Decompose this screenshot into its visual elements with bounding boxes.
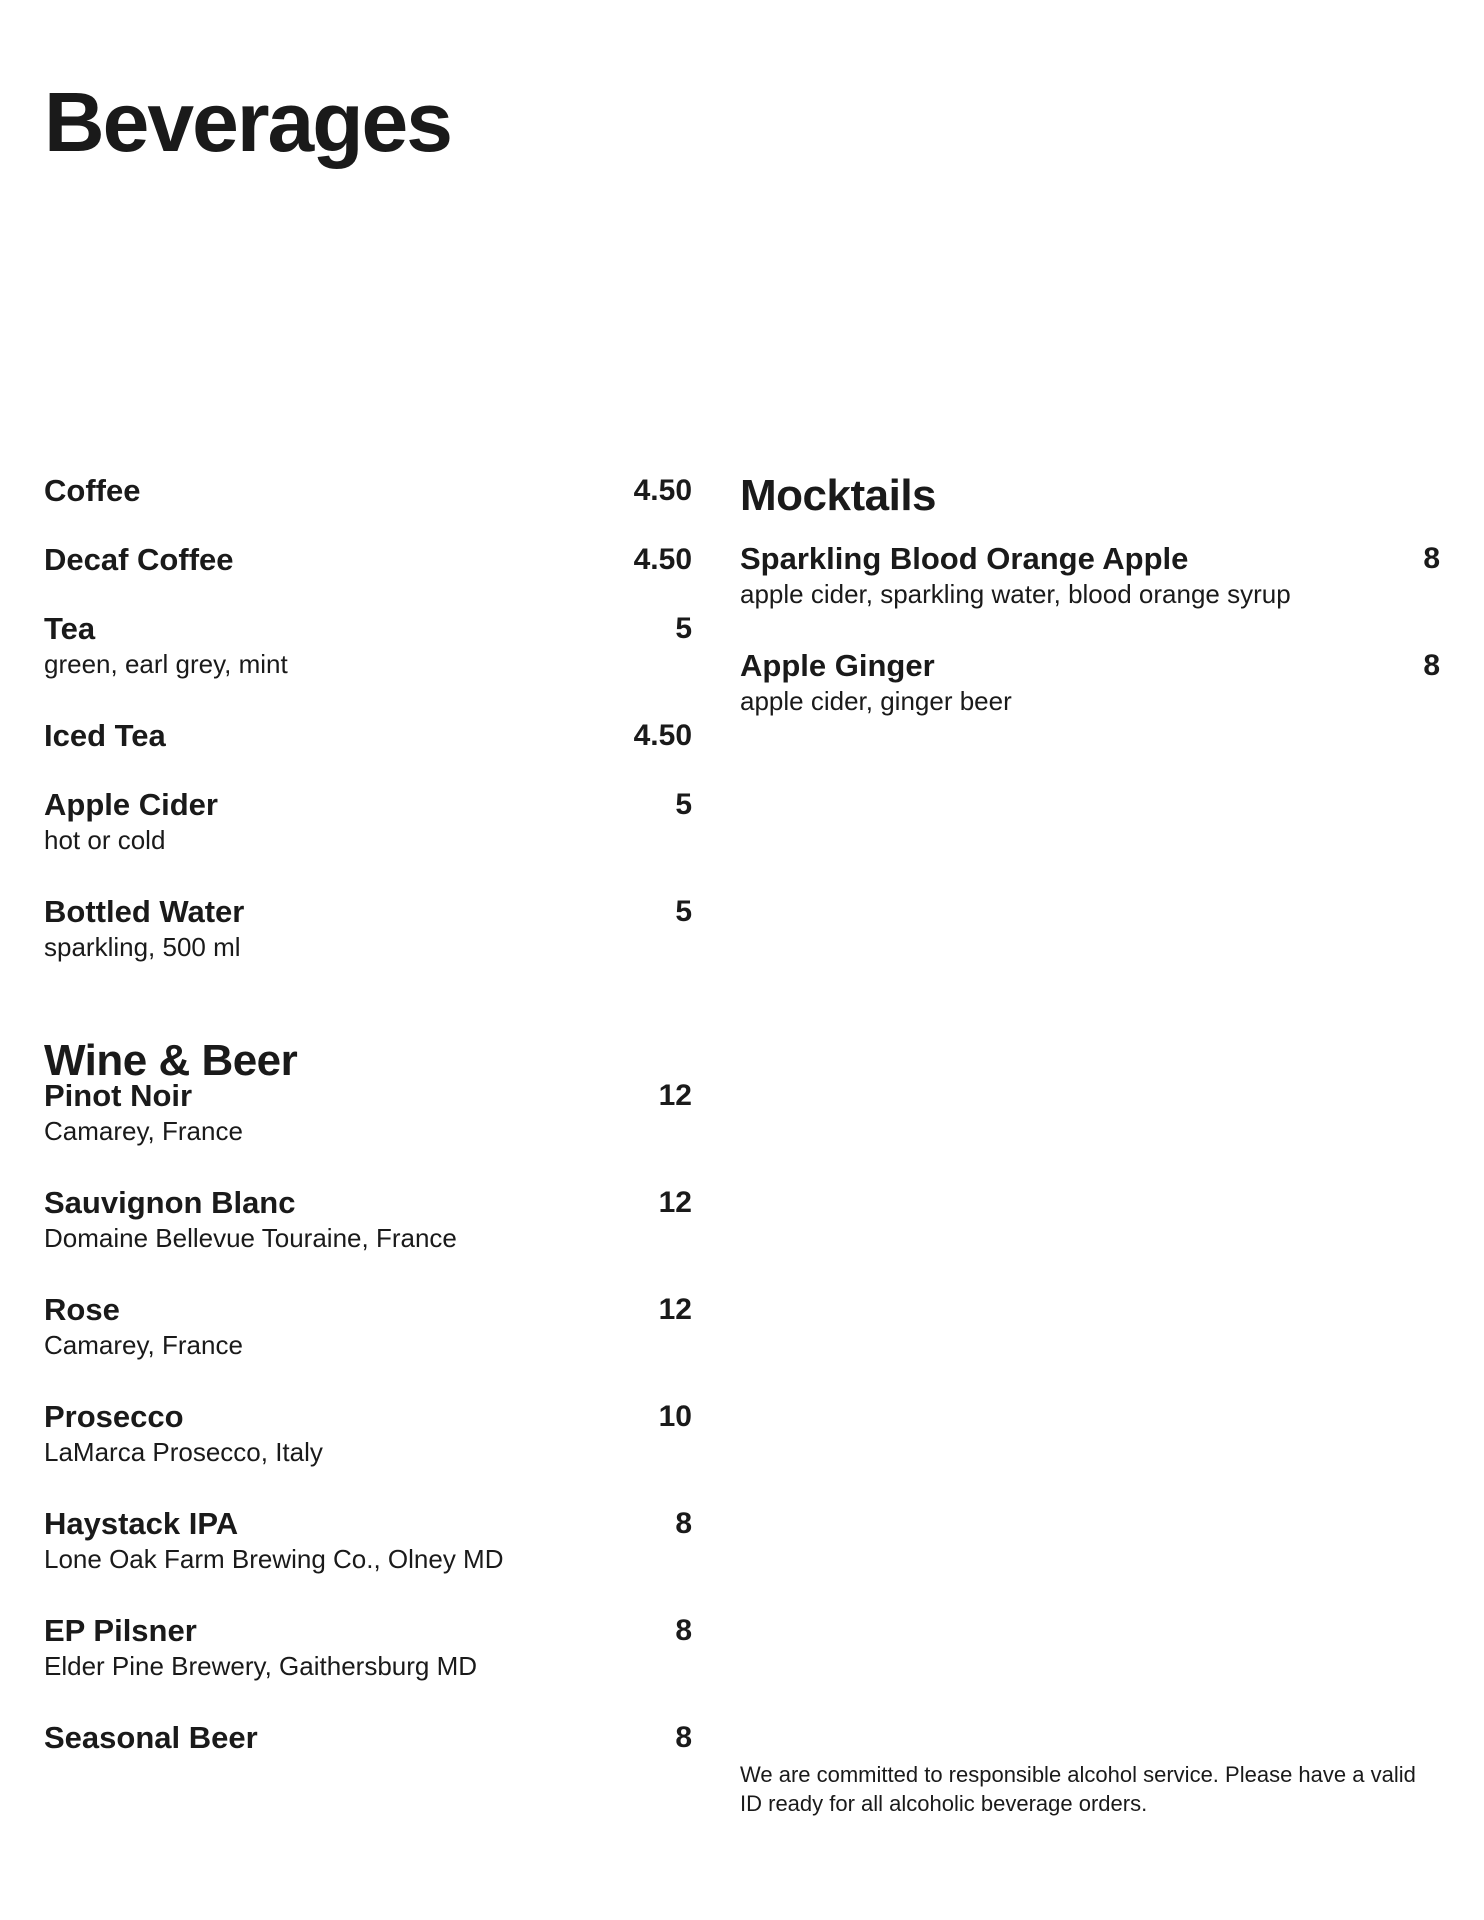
- item-description: hot or cold: [44, 825, 166, 855]
- item-price: 8: [675, 1721, 692, 1754]
- item-name: Apple Cider: [44, 787, 218, 822]
- menu-item-iced-tea: [44, 717, 692, 755]
- item-description: apple cider, ginger beer: [740, 686, 1012, 716]
- menu-item-decaf-coffee: [44, 541, 692, 579]
- item-name: Haystack IPA: [44, 1506, 239, 1541]
- item-price: 8: [1423, 542, 1440, 575]
- item-price: 8: [675, 1614, 692, 1647]
- item-description: Camarey, France: [44, 1330, 243, 1360]
- item-price: 8: [675, 1507, 692, 1540]
- item-description: LaMarca Prosecco, Italy: [44, 1437, 323, 1467]
- alcohol-notice: We are committed to responsible alcohol service. Please have a valid ID ready for all alcoholic beverage orders.: [740, 1762, 1416, 1816]
- item-price: 5: [675, 612, 692, 645]
- item-price: 5: [675, 788, 692, 821]
- item-price: 4.50: [633, 543, 692, 576]
- item-name: Bottled Water: [44, 894, 245, 929]
- item-price: 5: [675, 895, 692, 928]
- item-description: Domaine Bellevue Touraine, France: [44, 1223, 457, 1253]
- menu-item-sauvignon-blanc: [44, 1184, 692, 1254]
- item-price: 10: [658, 1400, 692, 1433]
- item-name: Seasonal Beer: [44, 1720, 258, 1755]
- section-title: Mocktails: [740, 471, 937, 520]
- item-description: Camarey, France: [44, 1116, 243, 1146]
- item-name: Prosecco: [44, 1399, 184, 1434]
- item-price: 12: [658, 1293, 692, 1326]
- menu-item-apple-cider: [44, 786, 692, 856]
- menu-item-ep-pilsner: [44, 1612, 692, 1682]
- item-description: green, earl grey, mint: [44, 649, 288, 679]
- item-description: Lone Oak Farm Brewing Co., Olney MD: [44, 1544, 504, 1574]
- left-column: [44, 472, 692, 1794]
- item-price: 4.50: [633, 474, 692, 507]
- item-name: Tea: [44, 611, 96, 646]
- menu-item-tea: [44, 610, 692, 680]
- wine-beer-section: [44, 1037, 692, 1757]
- menu-item-rose: [44, 1291, 692, 1361]
- item-name: Apple Ginger: [740, 648, 935, 683]
- menu-item-haystack-ipa: [44, 1505, 692, 1575]
- item-name: Rose: [44, 1292, 120, 1327]
- item-description: Elder Pine Brewery, Gaithersburg MD: [44, 1651, 478, 1681]
- item-name: Iced Tea: [44, 718, 166, 753]
- item-price: 4.50: [633, 719, 692, 752]
- item-price: 8: [1423, 649, 1440, 682]
- menu-item-apple-ginger: [740, 647, 1440, 717]
- menu-item-bottled-water: [44, 893, 692, 963]
- item-name: EP Pilsner: [44, 1613, 197, 1648]
- right-column: [740, 472, 1440, 754]
- page-title: Beverages: [44, 75, 451, 169]
- menu-item-prosecco: [44, 1398, 692, 1468]
- menu-item-coffee: [44, 472, 692, 510]
- item-description: sparkling, 500 ml: [44, 932, 241, 962]
- item-name: Pinot Noir: [44, 1078, 193, 1113]
- item-description: apple cider, sparkling water, blood orange syrup: [740, 579, 1291, 609]
- item-name: Decaf Coffee: [44, 542, 234, 577]
- item-name: Sparkling Blood Orange Apple: [740, 541, 1189, 576]
- menu-item-seasonal-beer: [44, 1719, 692, 1757]
- menu-item-pinot-noir: [44, 1077, 692, 1147]
- item-price: 12: [658, 1079, 692, 1112]
- section-title: Wine & Beer: [44, 1036, 298, 1085]
- item-price: 12: [658, 1186, 692, 1219]
- menu-item-sparkling-blood-orange-apple: [740, 540, 1440, 610]
- item-name: Coffee: [44, 473, 141, 508]
- item-name: Sauvignon Blanc: [44, 1185, 296, 1220]
